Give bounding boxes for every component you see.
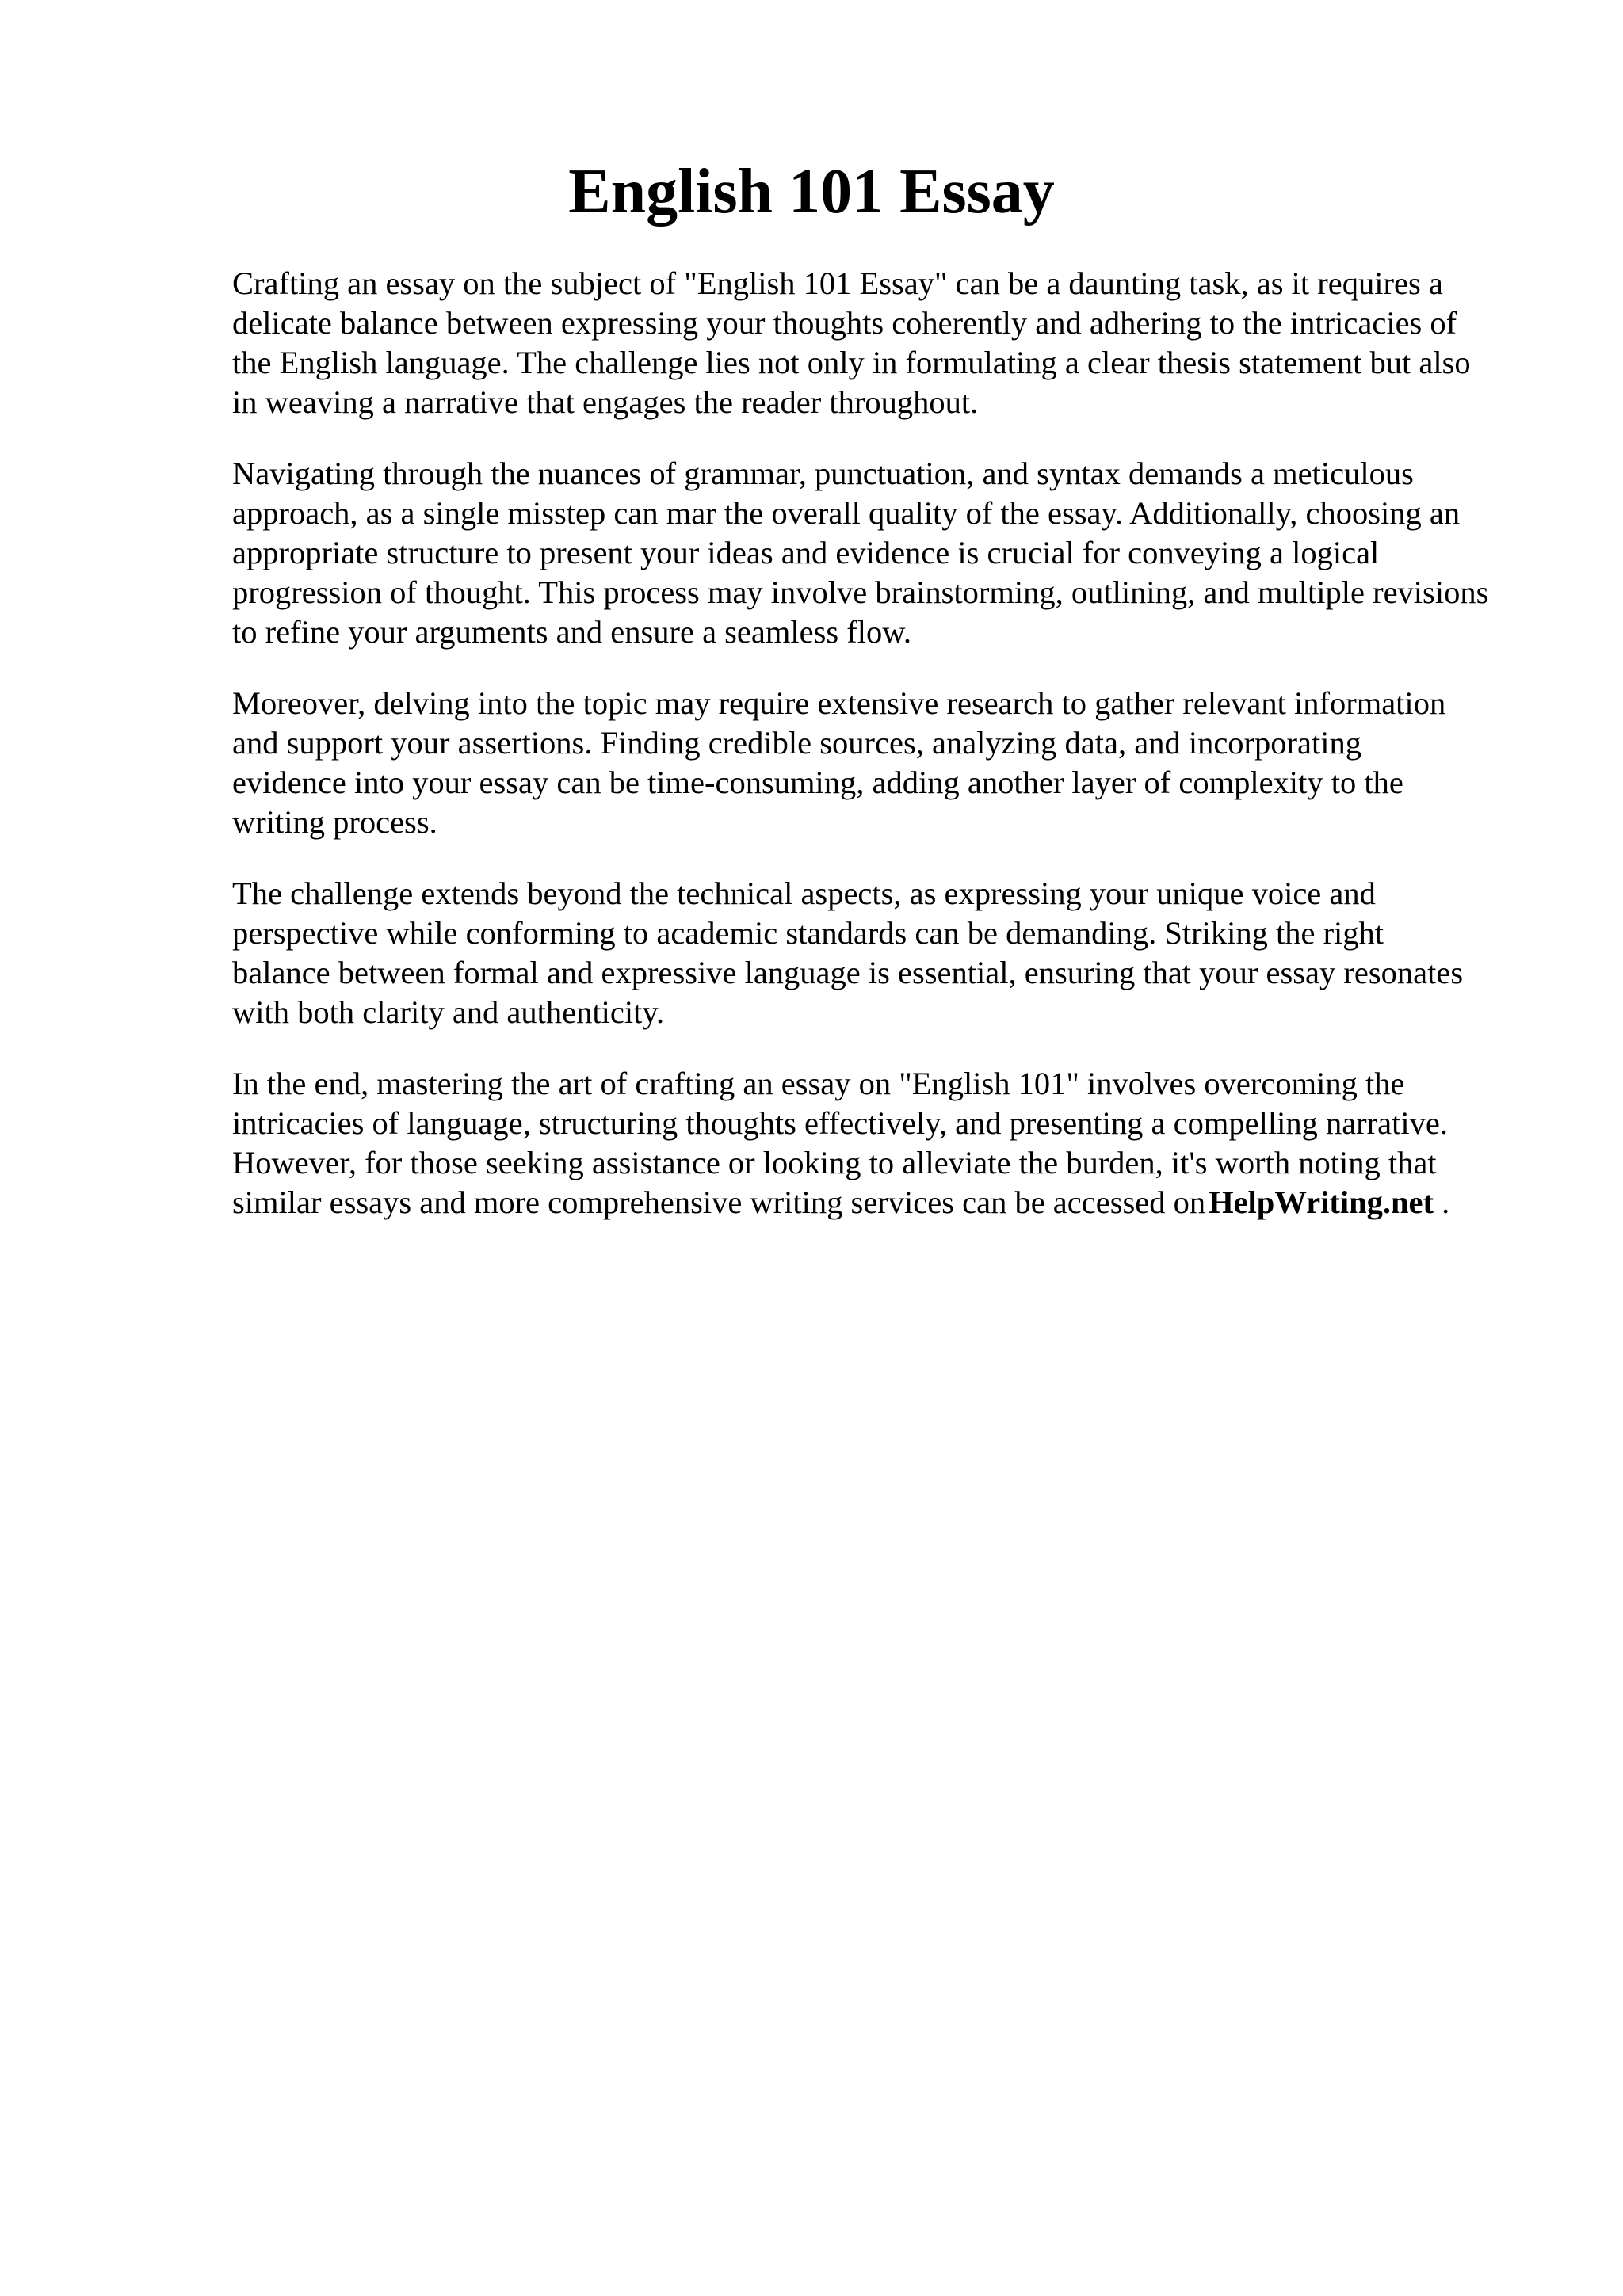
document-body — [232, 264, 1532, 1254]
helpwriting-link[interactable]: HelpWriting.net — [1209, 1184, 1434, 1220]
paragraph-5 — [232, 1064, 1532, 1222]
text-line: Navigating through the nuances of grammar, punctuation, and syntax demands a meticulous — [232, 456, 1414, 491]
text-line: The challenge extends beyond the technical aspects, as expressing your unique voice and — [232, 875, 1376, 911]
text-line: evidence into your essay can be time-consuming, adding another layer of complexity to the — [232, 765, 1403, 800]
text-line: Moreover, delving into the topic may require extensive research to gather relevant information — [232, 685, 1446, 721]
text-line: balance between formal and expressive language is essential, ensuring that your essay resonates — [232, 955, 1464, 990]
last-line-period: . — [1433, 1184, 1450, 1220]
text-line: delicate balance between expressing your thoughts coherently and adhering to the intricacies of — [232, 305, 1457, 341]
text-line: the English language. The challenge lies not only in formulating a clear thesis statement but also — [232, 345, 1471, 380]
document-title: English 101 Essay — [568, 157, 1055, 227]
text-line: In the end, mastering the art of crafting an essay on "English 101" involves overcoming the — [232, 1066, 1405, 1101]
text-line: appropriate structure to present your ideas and evidence is crucial for conveying a logical — [232, 535, 1380, 570]
paragraph-3 — [232, 684, 1532, 842]
text-line: However, for those seeking assistance or looking to alleviate the burden, it's worth noting that — [232, 1145, 1437, 1180]
paragraph-2 — [232, 454, 1532, 652]
text-line-last — [232, 1183, 1532, 1222]
text-line: intricacies of language, structuring thoughts effectively, and presenting a compelling narrative. — [232, 1105, 1448, 1141]
text-line: with both clarity and authenticity. — [232, 994, 665, 1030]
text-line: writing process. — [232, 804, 437, 840]
text-line: in weaving a narrative that engages the reader throughout. — [232, 384, 979, 420]
text-line: perspective while conforming to academic standards can be demanding. Striking the right — [232, 915, 1384, 951]
text-line: approach, as a single misstep can mar the overall quality of the essay. Additionally, choosing an — [232, 495, 1461, 531]
last-line-text: similar essays and more comprehensive writing services can be accessed on — [232, 1184, 1206, 1220]
text-line: to refine your arguments and ensure a seamless flow. — [232, 614, 911, 650]
text-line: and support your assertions. Finding credible sources, analyzing data, and incorporating — [232, 725, 1362, 761]
text-line: Crafting an essay on the subject of "English 101 Essay" can be a daunting task, as it requires a — [232, 265, 1443, 301]
paragraph-4 — [232, 874, 1532, 1032]
text-line: progression of thought. This process may involve brainstorming, outlining, and multiple revisions — [232, 574, 1489, 610]
paragraph-1 — [232, 264, 1532, 422]
